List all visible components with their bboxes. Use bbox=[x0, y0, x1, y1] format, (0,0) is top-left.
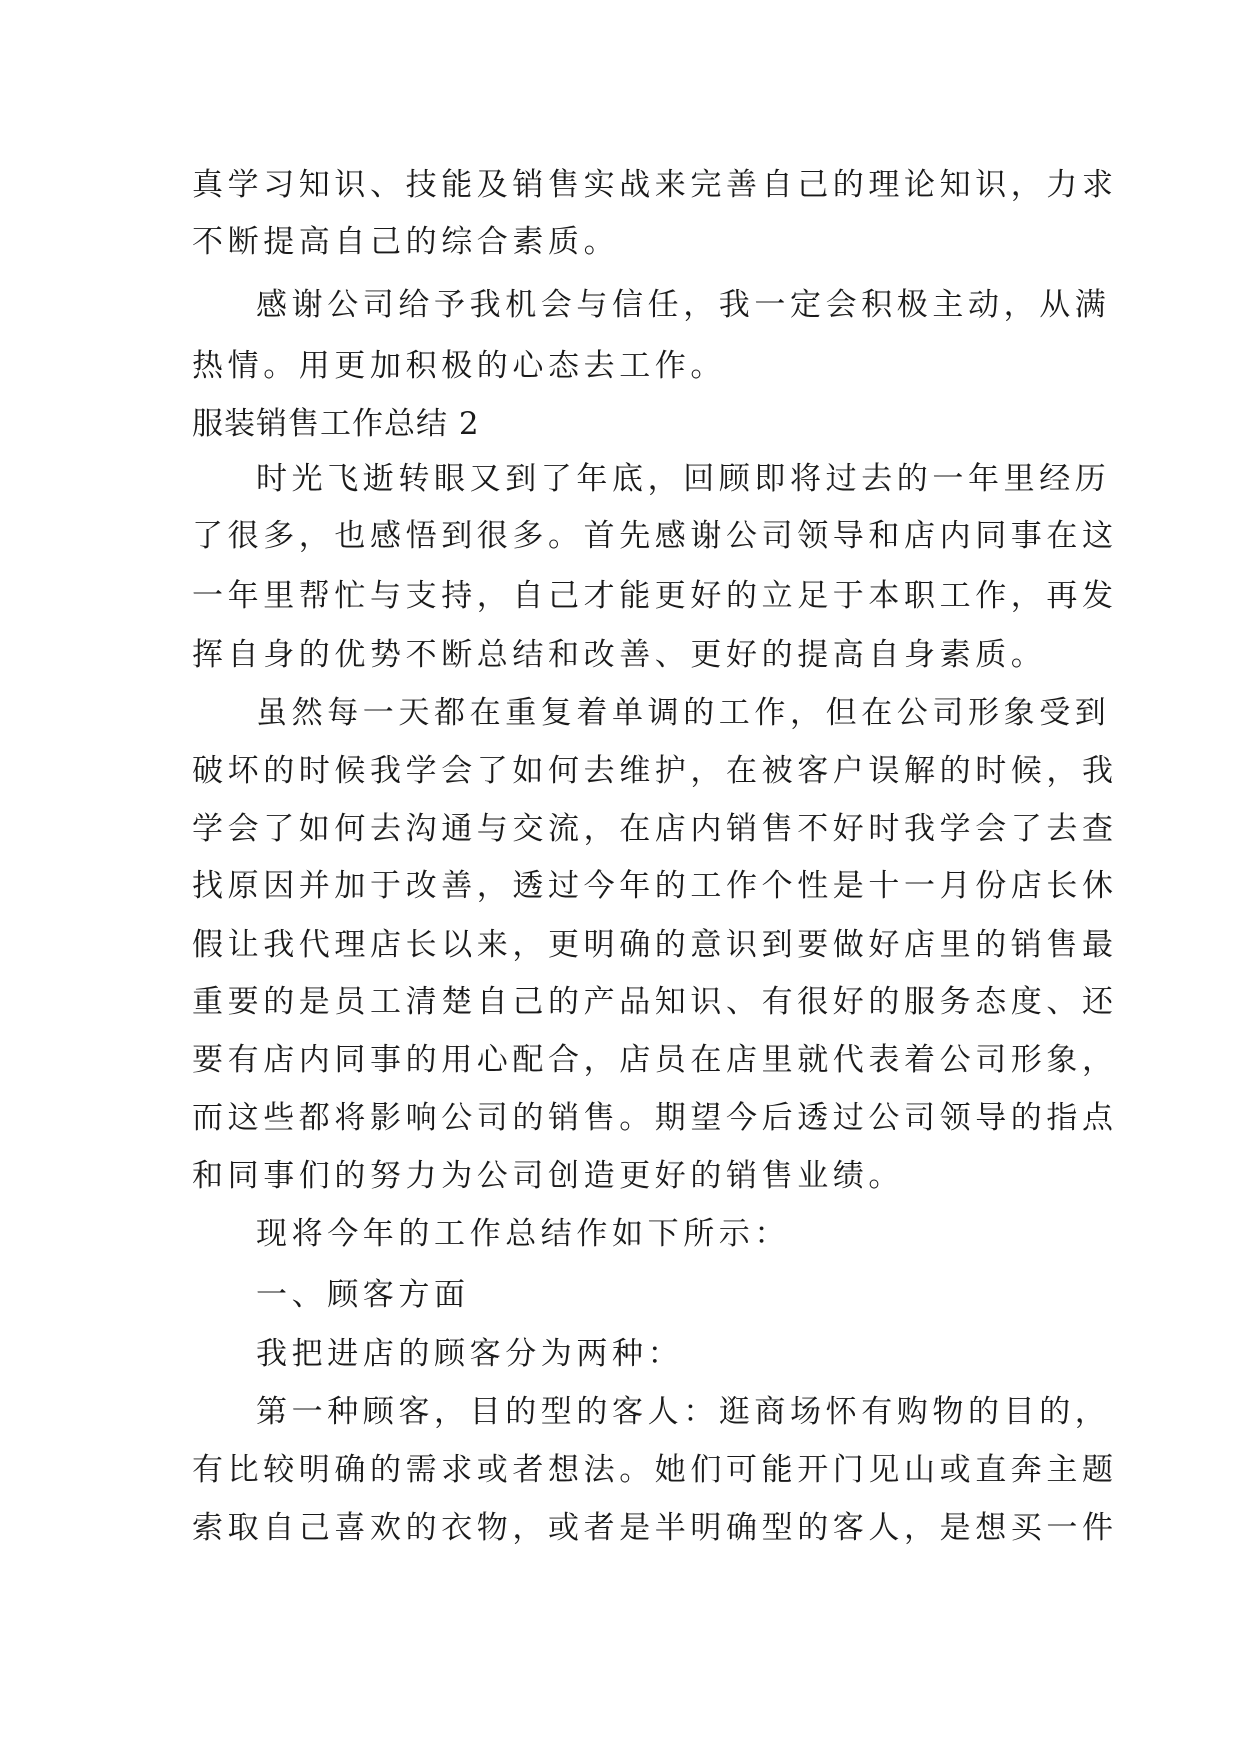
paragraph-line: 热情。用更加积极的心态去工作。 bbox=[192, 348, 726, 384]
paragraph-line: 现将今年的工作总结作如下所示： bbox=[256, 1216, 790, 1252]
paragraph-line: 虽然每一天都在重复着单调的工作，但在公司形象受到 bbox=[256, 695, 1111, 731]
paragraph-line: 挥自身的优势不断总结和改善、更好的提高自身素质。 bbox=[192, 637, 1047, 673]
paragraph-line: 要有店内同事的用心配合，店员在店里就代表着公司形象， bbox=[192, 1042, 1118, 1078]
paragraph-line: 一年里帮忙与支持，自己才能更好的立足于本职工作，再发 bbox=[192, 578, 1118, 614]
subheading-line: 一、顾客方面 bbox=[256, 1277, 470, 1313]
paragraph-line: 而这些都将影响公司的销售。期望今后透过公司领导的指点 bbox=[192, 1100, 1118, 1136]
paragraph-line: 感谢公司给予我机会与信任，我一定会积极主动，从满 bbox=[256, 287, 1111, 323]
paragraph-line: 和同事们的努力为公司创造更好的销售业绩。 bbox=[192, 1158, 904, 1194]
paragraph-line: 了很多，也感悟到很多。首先感谢公司领导和店内同事在这 bbox=[192, 518, 1118, 554]
paragraph-line: 破坏的时候我学会了如何去维护，在被客户误解的时候，我 bbox=[192, 753, 1118, 789]
paragraph-line: 有比较明确的需求或者想法。她们可能开门见山或直奔主题 bbox=[192, 1452, 1118, 1488]
paragraph-line: 找原因并加于改善，透过今年的工作个性是十一月份店长休 bbox=[192, 868, 1118, 904]
paragraph-line: 假让我代理店长以来，更明确的意识到要做好店里的销售最 bbox=[192, 927, 1118, 963]
paragraph-line: 重要的是员工清楚自己的产品知识、有很好的服务态度、还 bbox=[192, 984, 1118, 1020]
paragraph-line: 第一种顾客，目的型的客人：逛商场怀有购物的目的， bbox=[256, 1394, 1111, 1430]
section-heading: 服装销售工作总结 2 bbox=[192, 406, 480, 442]
paragraph-line: 真学习知识、技能及销售实战来完善自己的理论知识，力求 bbox=[192, 167, 1118, 203]
paragraph-line: 我把进店的顾客分为两种： bbox=[256, 1336, 684, 1372]
paragraph-line: 时光飞逝转眼又到了年底，回顾即将过去的一年里经历 bbox=[256, 461, 1111, 497]
paragraph-line: 不断提高自己的综合素质。 bbox=[192, 224, 620, 260]
paragraph-line: 学会了如何去沟通与交流，在店内销售不好时我学会了去查 bbox=[192, 811, 1118, 847]
paragraph-line: 索取自己喜欢的衣物，或者是半明确型的客人，是想买一件 bbox=[192, 1510, 1118, 1546]
